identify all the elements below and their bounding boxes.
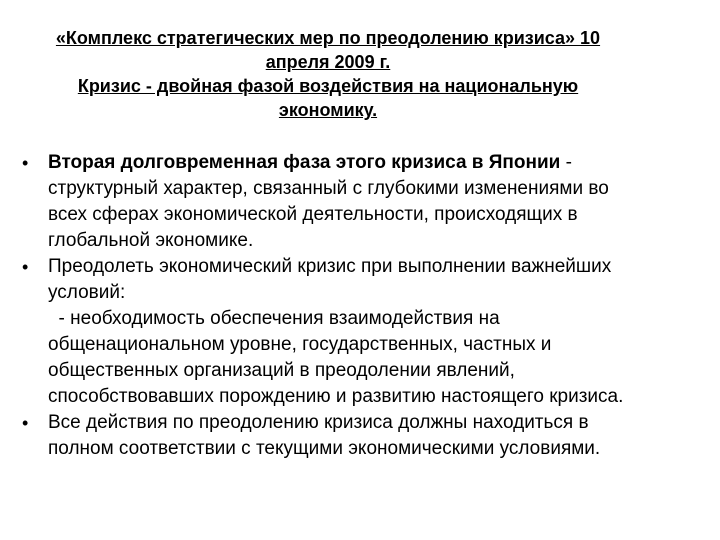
bullet-1-line-2: структурный характер, связанный с глубокими изменениями во	[48, 178, 609, 199]
bullet-icon: •	[22, 257, 29, 277]
bullet-2-line-5: общественных организаций в преодолении явлений,	[48, 360, 515, 381]
bullet-1-dash: -	[560, 152, 572, 173]
bullet-2-line-1: Преодолеть экономический кризис при выполнении важнейших	[48, 256, 612, 277]
bullet-3-line-2: полном соответствии с текущими экономическими условиями.	[48, 438, 601, 459]
bullet-1-line-1	[48, 150, 702, 176]
bullet-2-line-3: - необходимость обеспечения взаимодействия на	[48, 308, 500, 329]
bullet-list	[22, 150, 702, 462]
title-line-3: Кризис - двойная фазой воздействия на национальную	[77, 76, 579, 96]
bullet-3-line-1: Все действия по преодолению кризиса должны находиться в	[48, 412, 589, 433]
bullet-icon: •	[22, 413, 29, 433]
bullet-item-3	[22, 410, 702, 462]
bullet-1-line-4: глобальной экономике.	[48, 230, 254, 251]
title-line-1: «Комплекс стратегических мер по преодолению кризиса» 10	[55, 28, 601, 48]
bullet-2-line-6: способствовавших порождению и развитию настоящего кризиса.	[48, 386, 624, 407]
bullet-icon: •	[22, 153, 29, 173]
bullet-item-2	[22, 254, 702, 410]
title-line-4: экономику.	[278, 100, 378, 120]
bullet-1-bold-text: Вторая долговременная фаза этого кризиса в Японии	[48, 152, 561, 173]
bullet-2-line-4: общенациональном уровне, государственных, частных и	[48, 334, 552, 355]
slide-title	[18, 26, 638, 122]
title-line-2: апреля 2009 г.	[265, 52, 391, 72]
bullet-1-line-3: всех сферах экономической деятельности, происходящих в	[48, 204, 578, 225]
bullet-2-line-2: условий:	[48, 282, 126, 303]
bullet-item-1	[22, 150, 702, 254]
